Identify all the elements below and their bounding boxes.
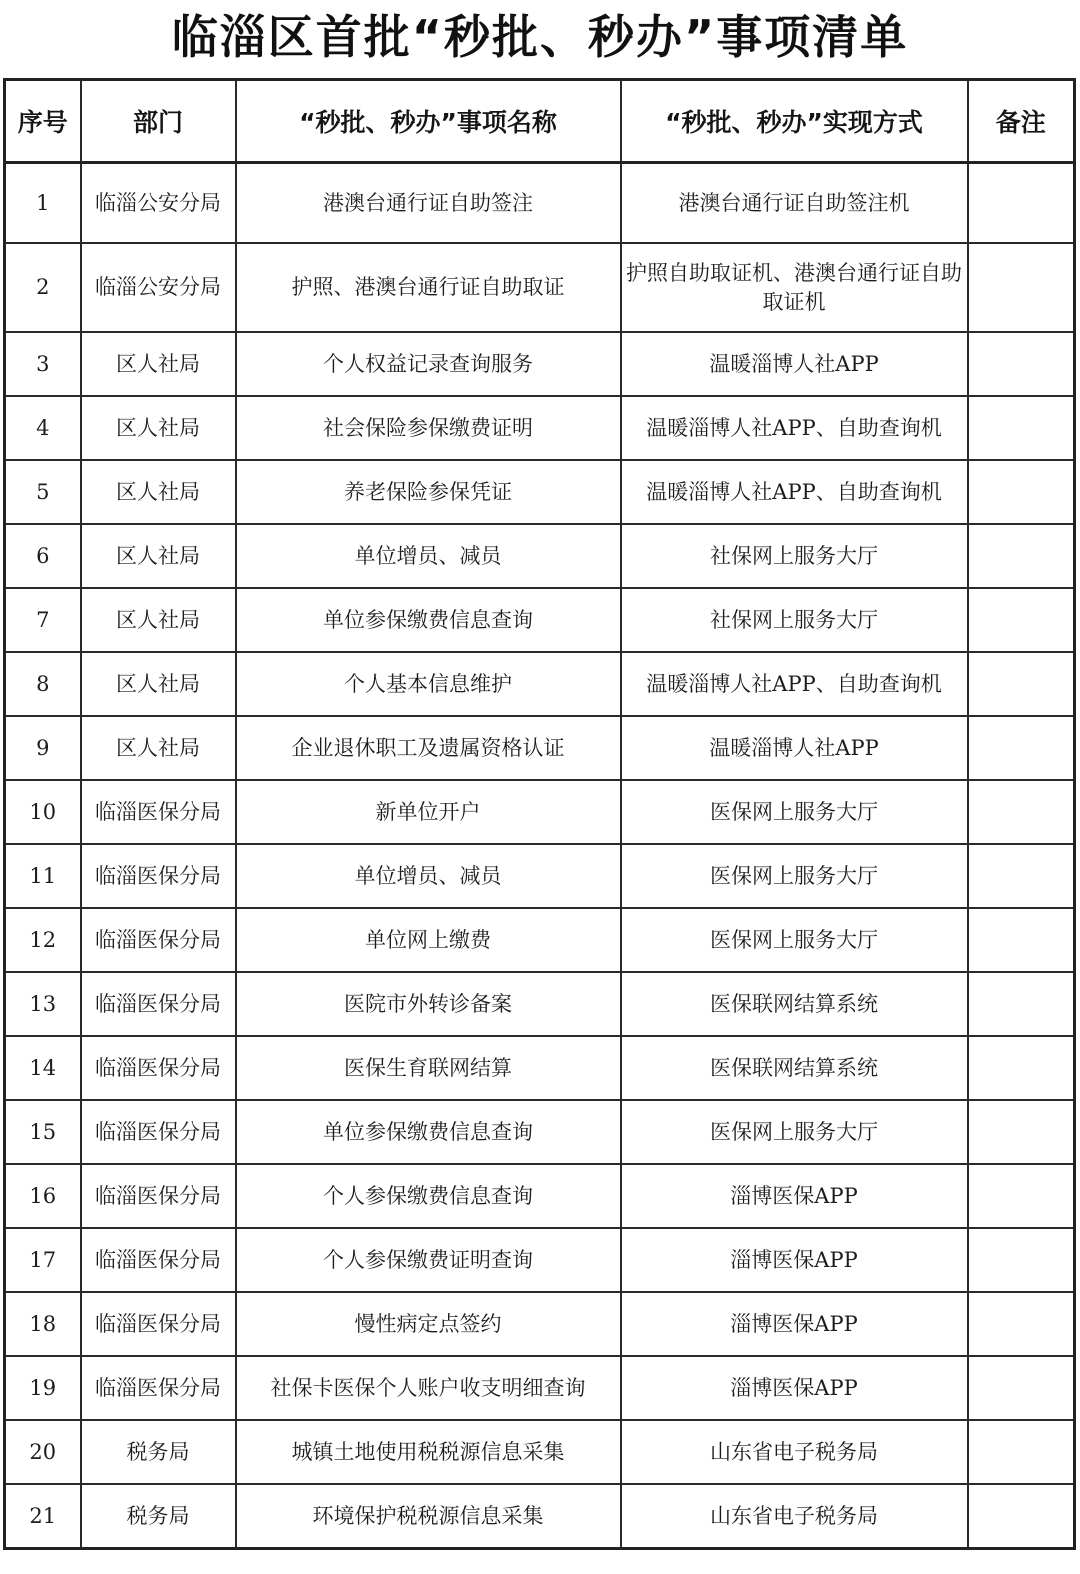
cell-implementation-method: 医保网上服务大厅 xyxy=(621,780,968,844)
cell-department: 临淄医保分局 xyxy=(81,1356,236,1420)
cell-department: 临淄医保分局 xyxy=(81,1100,236,1164)
cell-remarks xyxy=(968,1228,1075,1292)
cell-item-name: 个人参保缴费证明查询 xyxy=(236,1228,621,1292)
cell-item-name: 环境保护税税源信息采集 xyxy=(236,1484,621,1549)
cell-serial-number: 9 xyxy=(5,716,81,780)
table-row xyxy=(5,1100,1075,1164)
cell-remarks xyxy=(968,1356,1075,1420)
cell-department: 临淄医保分局 xyxy=(81,1292,236,1356)
cell-serial-number: 12 xyxy=(5,908,81,972)
cell-item-name: 单位参保缴费信息查询 xyxy=(236,1100,621,1164)
cell-item-name: 护照、港澳台通行证自助取证 xyxy=(236,243,621,332)
cell-department: 临淄公安分局 xyxy=(81,163,236,244)
table-row xyxy=(5,908,1075,972)
table-header-row xyxy=(5,80,1075,163)
table-row xyxy=(5,588,1075,652)
table-row xyxy=(5,780,1075,844)
cell-remarks xyxy=(968,1420,1075,1484)
cell-implementation-method: 温暖淄博人社APP、自助查询机 xyxy=(621,652,968,716)
cell-department: 区人社局 xyxy=(81,396,236,460)
table-row xyxy=(5,1356,1075,1420)
cell-implementation-method: 医保网上服务大厅 xyxy=(621,1100,968,1164)
table-row xyxy=(5,1484,1075,1549)
header-department: 部门 xyxy=(81,80,236,163)
cell-implementation-method: 淄博医保APP xyxy=(621,1292,968,1356)
cell-serial-number: 10 xyxy=(5,780,81,844)
table-row xyxy=(5,1292,1075,1356)
cell-remarks xyxy=(968,332,1075,396)
cell-serial-number: 18 xyxy=(5,1292,81,1356)
table-row xyxy=(5,1036,1075,1100)
cell-serial-number: 2 xyxy=(5,243,81,332)
cell-implementation-method: 医保网上服务大厅 xyxy=(621,844,968,908)
cell-implementation-method: 温暖淄博人社APP、自助查询机 xyxy=(621,396,968,460)
cell-department: 临淄医保分局 xyxy=(81,1228,236,1292)
table-row xyxy=(5,163,1075,244)
table-row xyxy=(5,524,1075,588)
table-row xyxy=(5,243,1075,332)
cell-item-name: 社会保险参保缴费证明 xyxy=(236,396,621,460)
cell-remarks xyxy=(968,163,1075,244)
cell-implementation-method: 温暖淄博人社APP xyxy=(621,332,968,396)
cell-remarks xyxy=(968,1292,1075,1356)
cell-item-name: 个人权益记录查询服务 xyxy=(236,332,621,396)
cell-remarks xyxy=(968,1164,1075,1228)
cell-implementation-method: 淄博医保APP xyxy=(621,1356,968,1420)
cell-item-name: 港澳台通行证自助签注 xyxy=(236,163,621,244)
cell-remarks xyxy=(968,780,1075,844)
cell-implementation-method: 温暖淄博人社APP、自助查询机 xyxy=(621,460,968,524)
cell-item-name: 单位参保缴费信息查询 xyxy=(236,588,621,652)
cell-item-name: 慢性病定点签约 xyxy=(236,1292,621,1356)
cell-serial-number: 21 xyxy=(5,1484,81,1549)
cell-serial-number: 19 xyxy=(5,1356,81,1420)
table-body xyxy=(5,163,1075,1549)
cell-serial-number: 8 xyxy=(5,652,81,716)
cell-remarks xyxy=(968,1036,1075,1100)
cell-remarks xyxy=(968,524,1075,588)
cell-serial-number: 5 xyxy=(5,460,81,524)
cell-remarks xyxy=(968,652,1075,716)
cell-item-name: 个人参保缴费信息查询 xyxy=(236,1164,621,1228)
cell-serial-number: 6 xyxy=(5,524,81,588)
cell-serial-number: 3 xyxy=(5,332,81,396)
header-implementation-method: “秒批、秒办”实现方式 xyxy=(621,80,968,163)
cell-item-name: 城镇土地使用税税源信息采集 xyxy=(236,1420,621,1484)
cell-item-name: 新单位开户 xyxy=(236,780,621,844)
cell-remarks xyxy=(968,844,1075,908)
cell-implementation-method: 山东省电子税务局 xyxy=(621,1420,968,1484)
cell-implementation-method: 社保网上服务大厅 xyxy=(621,588,968,652)
cell-remarks xyxy=(968,460,1075,524)
cell-item-name: 养老保险参保凭证 xyxy=(236,460,621,524)
document-title: 临淄区首批“秒批、秒办”事项清单 xyxy=(171,10,909,64)
cell-serial-number: 13 xyxy=(5,972,81,1036)
table-row xyxy=(5,1228,1075,1292)
cell-implementation-method: 医保联网结算系统 xyxy=(621,1036,968,1100)
cell-implementation-method: 温暖淄博人社APP xyxy=(621,716,968,780)
cell-remarks xyxy=(968,716,1075,780)
cell-department: 临淄医保分局 xyxy=(81,908,236,972)
cell-department: 临淄医保分局 xyxy=(81,1036,236,1100)
table-row xyxy=(5,460,1075,524)
cell-implementation-method: 医保联网结算系统 xyxy=(621,972,968,1036)
cell-remarks xyxy=(968,1484,1075,1549)
cell-remarks xyxy=(968,243,1075,332)
cell-serial-number: 16 xyxy=(5,1164,81,1228)
cell-item-name: 社保卡医保个人账户收支明细查询 xyxy=(236,1356,621,1420)
cell-serial-number: 14 xyxy=(5,1036,81,1100)
table-row xyxy=(5,1164,1075,1228)
cell-department: 区人社局 xyxy=(81,652,236,716)
cell-implementation-method: 港澳台通行证自助签注机 xyxy=(621,163,968,244)
table-row xyxy=(5,716,1075,780)
table-row xyxy=(5,332,1075,396)
table-row xyxy=(5,972,1075,1036)
table-row xyxy=(5,396,1075,460)
cell-item-name: 个人基本信息维护 xyxy=(236,652,621,716)
cell-item-name: 企业退休职工及遗属资格认证 xyxy=(236,716,621,780)
table-row xyxy=(5,1420,1075,1484)
cell-department: 税务局 xyxy=(81,1420,236,1484)
cell-department: 临淄医保分局 xyxy=(81,844,236,908)
cell-serial-number: 11 xyxy=(5,844,81,908)
cell-item-name: 单位增员、减员 xyxy=(236,844,621,908)
cell-implementation-method: 护照自助取证机、港澳台通行证自助取证机 xyxy=(621,243,968,332)
cell-implementation-method: 淄博医保APP xyxy=(621,1164,968,1228)
header-serial-number: 序号 xyxy=(5,80,81,163)
cell-remarks xyxy=(968,972,1075,1036)
cell-serial-number: 17 xyxy=(5,1228,81,1292)
cell-item-name: 医保生育联网结算 xyxy=(236,1036,621,1100)
header-remarks: 备注 xyxy=(968,80,1075,163)
cell-implementation-method: 淄博医保APP xyxy=(621,1228,968,1292)
cell-implementation-method: 医保网上服务大厅 xyxy=(621,908,968,972)
table-row xyxy=(5,652,1075,716)
cell-serial-number: 20 xyxy=(5,1420,81,1484)
cell-implementation-method: 山东省电子税务局 xyxy=(621,1484,968,1549)
cell-implementation-method: 社保网上服务大厅 xyxy=(621,524,968,588)
cell-department: 区人社局 xyxy=(81,524,236,588)
cell-remarks xyxy=(968,908,1075,972)
cell-department: 区人社局 xyxy=(81,716,236,780)
cell-item-name: 单位网上缴费 xyxy=(236,908,621,972)
cell-department: 税务局 xyxy=(81,1484,236,1549)
cell-item-name: 医院市外转诊备案 xyxy=(236,972,621,1036)
cell-department: 临淄公安分局 xyxy=(81,243,236,332)
cell-serial-number: 4 xyxy=(5,396,81,460)
cell-department: 临淄医保分局 xyxy=(81,972,236,1036)
cell-remarks xyxy=(968,588,1075,652)
cell-department: 区人社局 xyxy=(81,332,236,396)
items-table xyxy=(3,78,1076,1550)
cell-department: 临淄医保分局 xyxy=(81,1164,236,1228)
cell-department: 临淄医保分局 xyxy=(81,780,236,844)
table-row xyxy=(5,844,1075,908)
cell-serial-number: 1 xyxy=(5,163,81,244)
header-item-name: “秒批、秒办”事项名称 xyxy=(236,80,621,163)
cell-serial-number: 7 xyxy=(5,588,81,652)
cell-serial-number: 15 xyxy=(5,1100,81,1164)
cell-item-name: 单位增员、减员 xyxy=(236,524,621,588)
cell-remarks xyxy=(968,396,1075,460)
cell-department: 区人社局 xyxy=(81,460,236,524)
cell-remarks xyxy=(968,1100,1075,1164)
cell-department: 区人社局 xyxy=(81,588,236,652)
